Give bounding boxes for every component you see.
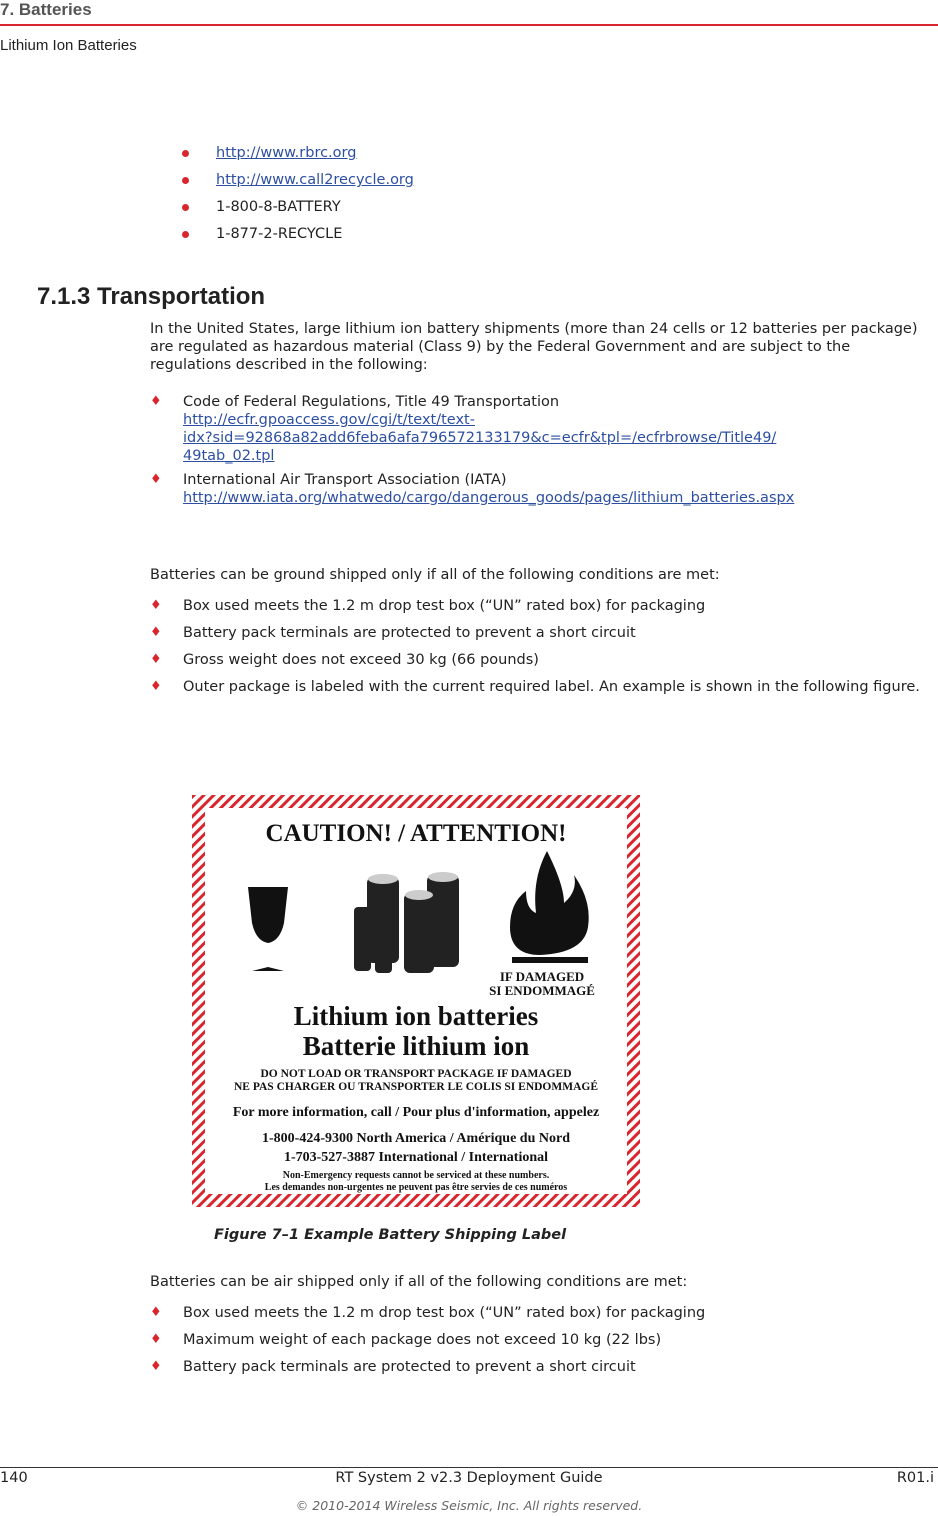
diamond-bullet-icon: ♦ xyxy=(150,679,162,694)
reg-title: Code of Federal Regulations, Title 49 Transportation xyxy=(183,394,560,410)
list-item xyxy=(150,471,930,507)
condition-text: Maximum weight of each package does not exceed 10 kg (22 lbs) xyxy=(183,1332,662,1348)
ground-conditions xyxy=(150,597,930,696)
ground-intro: Batteries can be ground shipped only if all of the following conditions are met: xyxy=(150,567,720,583)
header-rule xyxy=(0,24,938,26)
page-number: 140 xyxy=(0,1470,28,1486)
si-endommage-text: SI ENDOMMAGÉ xyxy=(489,983,595,998)
label-info: For more information, call / Pour plus d'information, appelez xyxy=(232,1105,600,1120)
diamond-bullet-icon: ♦ xyxy=(150,394,162,409)
doc-title: RT System 2 v2.3 Deployment Guide xyxy=(335,1470,603,1486)
condition-text: Battery pack terminals are protected to prevent a short circuit xyxy=(183,1359,636,1375)
label-phone-intl: 1-703-527-3887 International / International xyxy=(283,1150,549,1165)
cfr-link-line2[interactable]: idx?sid=92868a82add6feba6afa796572133179&c=ecfr&tpl=/ecfrbrowse/Title49/ xyxy=(183,430,777,446)
label-caution: CAUTION! / ATTENTION! xyxy=(265,820,567,847)
label-lithium-en: Lithium ion batteries xyxy=(293,1001,539,1031)
label-phone-na: 1-800-424-9300 North America / Amérique du Nord xyxy=(262,1131,570,1146)
diamond-bullet-icon: ♦ xyxy=(150,472,162,487)
rbrc-link[interactable]: http://www.rbrc.org xyxy=(216,145,357,161)
condition-text: Box used meets the 1.2 m drop test box (“UN” rated box) for packaging xyxy=(183,1305,706,1321)
intro-paragraph: In the United States, large lithium ion battery shipments (more than 24 cells or 12 batteries per package) are regulated as hazardous material (Class 9) by the Federal Government and are subject to the regulations described in the following: xyxy=(150,321,918,373)
chapter-title: 7. Batteries xyxy=(0,0,92,19)
diamond-bullet-icon: ♦ xyxy=(150,1305,162,1320)
condition-text: Battery pack terminals are protected to prevent a short circuit xyxy=(183,625,636,641)
list-item[interactable] xyxy=(182,144,414,171)
copyright: © 2010-2014 Wireless Seismic, Inc. All rights reserved. xyxy=(295,1498,643,1513)
air-conditions xyxy=(150,1304,930,1376)
list-item xyxy=(150,624,930,642)
label-note-fr: Les demandes non-urgentes ne peuvent pas être servies de ces numéros xyxy=(264,1182,568,1193)
list-item xyxy=(150,1304,930,1322)
air-intro: Batteries can be air shipped only if all of the following conditions are met: xyxy=(150,1274,688,1290)
cfr-link-line1[interactable]: http://ecfr.gpoaccess.gov/cgi/t/text/text- xyxy=(183,412,475,428)
section-subtitle: Lithium Ion Batteries xyxy=(0,37,137,54)
list-item xyxy=(150,1331,930,1349)
list-item xyxy=(150,651,930,669)
footer-rule xyxy=(0,1467,938,1468)
diamond-bullet-icon: ♦ xyxy=(150,625,162,640)
call2recycle-link[interactable]: http://www.call2recycle.org xyxy=(216,172,414,188)
phone-recycle: 1-877-2-RECYCLE xyxy=(216,226,343,242)
label-warning-fr: NE PAS CHARGER OU TRANSPORTER LE COLIS SI ENDOMMAGÉ xyxy=(233,1081,599,1093)
battery-shipping-label xyxy=(192,795,640,1207)
list-item[interactable] xyxy=(182,171,414,198)
list-item xyxy=(150,597,930,615)
diamond-bullet-icon: ♦ xyxy=(150,598,162,613)
list-item xyxy=(150,1358,930,1376)
cfr-link-line3[interactable]: 49tab_02.tpl xyxy=(183,448,275,464)
reg-title: International Air Transport Association (IATA) xyxy=(183,472,507,488)
condition-text: Outer package is labeled with the current required label. An example is shown in the following figure. xyxy=(183,679,920,695)
condition-text: Gross weight does not exceed 30 kg (66 pounds) xyxy=(183,652,539,668)
list-item xyxy=(182,225,414,252)
list-item xyxy=(150,678,930,696)
phone-battery: 1-800-8-BATTERY xyxy=(216,199,341,215)
revision: R01.i xyxy=(896,1470,934,1486)
section-heading: 7.1.3 Transportation xyxy=(37,283,266,310)
diamond-bullet-icon: ♦ xyxy=(150,652,162,667)
iata-link[interactable]: http://www.iata.org/whatwedo/cargo/dangerous_goods/pages/lithium_batteries.aspx xyxy=(183,490,795,506)
label-note-en: Non-Emergency requests cannot be serviced at these numbers. xyxy=(282,1170,550,1181)
label-lithium-fr: Batterie lithium ion xyxy=(302,1031,530,1061)
list-item xyxy=(150,393,930,465)
diamond-bullet-icon: ♦ xyxy=(150,1359,162,1374)
figure-caption: Figure 7–1 Example Battery Shipping Label xyxy=(214,1227,567,1243)
regulation-list xyxy=(150,393,930,507)
condition-text: Box used meets the 1.2 m drop test box (“UN” rated box) for packaging xyxy=(183,598,706,614)
diamond-bullet-icon: ♦ xyxy=(150,1332,162,1347)
if-damaged-text: IF DAMAGED xyxy=(499,969,585,984)
label-warning-en: DO NOT LOAD OR TRANSPORT PACKAGE IF DAMAGED xyxy=(260,1068,572,1080)
list-item xyxy=(182,198,414,225)
recycle-list xyxy=(182,144,414,252)
